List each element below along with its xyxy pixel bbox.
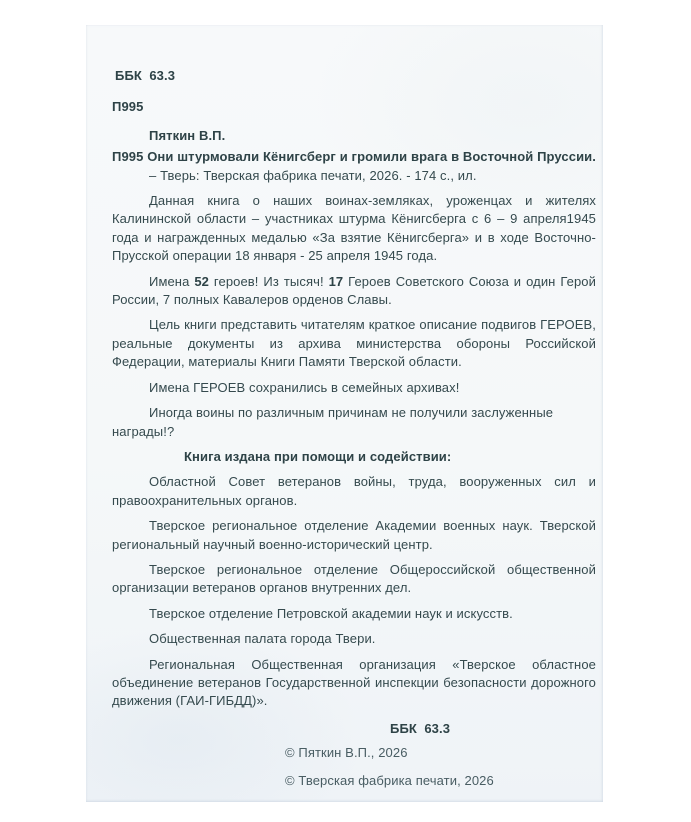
names-text-mid: героев! Из тысяч!	[209, 273, 329, 289]
support-item-interior-veterans: Тверское региональное отделение Общероссийской общественной организации ветеранов органов внутренних дел.	[112, 561, 596, 596]
support-item-petrovsky-academy: Тверское отделение Петровской академии наук и искусств.	[149, 605, 513, 621]
bbk-classification-bottom: ББК 63.3	[390, 720, 451, 736]
annotation-goal-paragraph: Цель книги представить читателям краткое описание подвигов ГЕРОЕВ, реальные документы из архива министерства обороны Российской Федерации, материалы Книги Памяти Тверской области.	[112, 317, 596, 370]
record-code: П995	[112, 149, 144, 165]
heroes-count: 52	[194, 273, 210, 289]
support-item-gai-gibdd: Региональная Общественная организация «Тверское областное объединение ветеранов Государственной инспекции безопасности дорожного движения (ГАИ-ГИБДД)».	[112, 656, 596, 709]
record-dash: –	[149, 167, 157, 183]
bbk-classification-top: ББК 63.3	[115, 68, 176, 83]
record-imprint: Тверь: Тверская фабрика печати, 2026. - 174 с., ил.	[160, 167, 477, 183]
annotation-names-paragraph	[112, 273, 596, 310]
annotation-awards-line: Иногда воины по различным причинам не получили заслуженные награды!?	[112, 405, 554, 439]
copyright-author-line: © Пяткин В.П., 2026	[285, 745, 408, 761]
hsu-count: 17	[328, 273, 344, 289]
annotation-about-paragraph: Данная книга о наших воинах-земляках, уроженцах и жителях Калининской области – участниках штурма Кёнигсберга с 6 – 9 апреля1945 года и награжденных медалью «За взятие Кёнигсберга» и в ходе Восточно-Прусской операции 18 января - 25 апреля 1945 года.	[112, 193, 596, 264]
book-imprint-page	[86, 25, 603, 802]
copyright-printer-line: © Тверская фабрика печати, 2026	[285, 772, 494, 788]
author-sign-code: П995	[112, 99, 144, 115]
support-item-public-chamber: Общественная палата города Твери.	[149, 631, 376, 647]
support-item-military-academy: Тверское региональное отделение Академии военных наук. Тверской региональный научный военно-исторический центр.	[112, 518, 596, 552]
annotation-archives-line: Имена ГЕРОЕВ сохранились в семейных архивах!	[149, 379, 460, 395]
author-name: Пяткин В.П.	[149, 127, 226, 143]
record-title: Они штурмовали Кёнигсберг и громили врага в Восточной Пруссии.	[147, 149, 596, 165]
names-text-post: Героев Советского Союза и один Герой России, 7 полных Кавалеров орденов Славы.	[112, 273, 596, 308]
support-item-veterans-council: Областной Совет ветеранов войны, труда, вооруженных сил и правоохранительных органов.	[112, 474, 596, 508]
page-content	[86, 25, 603, 790]
bibliographic-record	[112, 148, 596, 185]
names-text-pre: Имена	[149, 273, 195, 289]
support-heading: Книга издана при помощи и содействии:	[184, 448, 452, 464]
